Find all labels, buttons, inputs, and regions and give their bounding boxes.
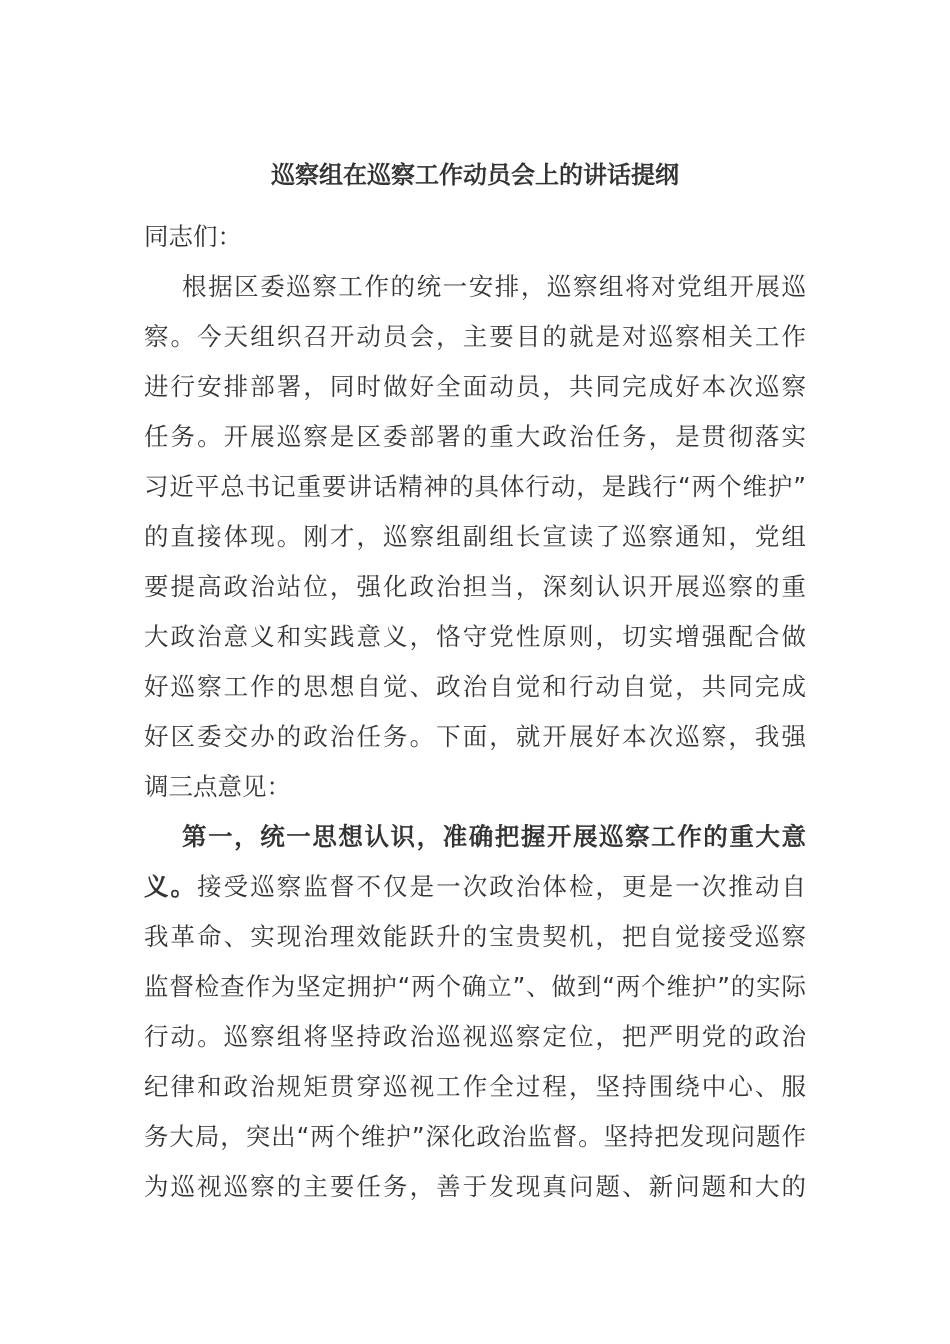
paragraph-line: 我革命、实现治理效能跃升的宝贵契机，把自觉接受巡察 xyxy=(144,922,806,951)
paragraph-line: 大政治意义和实践意义，恪守党性原则，切实增强配合做 xyxy=(144,622,806,651)
section-heading-continuation xyxy=(144,862,806,912)
paragraph-line: 为巡视巡察的主要任务，善于发现真问题、新问题和大的 xyxy=(144,1172,806,1201)
paragraph-line: 好巡察工作的思想自觉、政治自觉和行动自觉，共同完成 xyxy=(144,672,806,701)
paragraph-line: 的直接体现。刚才，巡察组副组长宣读了巡察通知，党组 xyxy=(144,522,806,551)
section-heading: 第一，统一思想认识，准确把握开展巡察工作的重大意 xyxy=(182,822,806,851)
paragraph-line: 进行安排部署，同时做好全面动员，共同完成好本次巡察 xyxy=(144,372,806,401)
paragraph-line: 行动。巡察组将坚持政治巡视巡察定位，把严明党的政治 xyxy=(144,1022,806,1051)
paragraph-line: 要提高政治站位，强化政治担当，深刻认识开展巡察的重 xyxy=(144,572,806,601)
greeting: 同志们： xyxy=(144,222,242,251)
section-line-text: 接受巡察监督不仅是一次政治体检，更是一次推动自 xyxy=(197,872,806,901)
paragraph-line: 根据区委巡察工作的统一安排，巡察组将对党组开展巡 xyxy=(182,272,806,301)
paragraph-line: 纪律和政治规矩贯穿巡视工作全过程，坚持围绕中心、服 xyxy=(144,1072,806,1101)
paragraph-line: 察。今天组织召开动员会，主要目的就是对巡察相关工作 xyxy=(144,322,806,351)
paragraph-line: 习近平总书记重要讲话精神的具体行动，是践行“两个维护” xyxy=(144,472,806,501)
paragraph-line: 务大局，突出“两个维护”深化政治监督。坚持把发现问题作 xyxy=(144,1122,806,1151)
paragraph-line: 任务。开展巡察是区委部署的重大政治任务，是贯彻落实 xyxy=(144,422,806,451)
paragraph-line: 调三点意见： xyxy=(144,772,291,801)
section-one xyxy=(144,812,806,1212)
paragraph-line: 好区委交办的政治任务。下面，就开展好本次巡察，我强 xyxy=(144,722,806,751)
document-title: 巡察组在巡察工作动员会上的讲话提纲 xyxy=(271,161,679,189)
paragraph-intro xyxy=(144,262,806,812)
section-heading-end: 义。 xyxy=(144,872,198,901)
paragraph-line: 监督检查作为坚定拥护“两个确立”、做到“两个维护”的实际 xyxy=(144,972,806,1001)
